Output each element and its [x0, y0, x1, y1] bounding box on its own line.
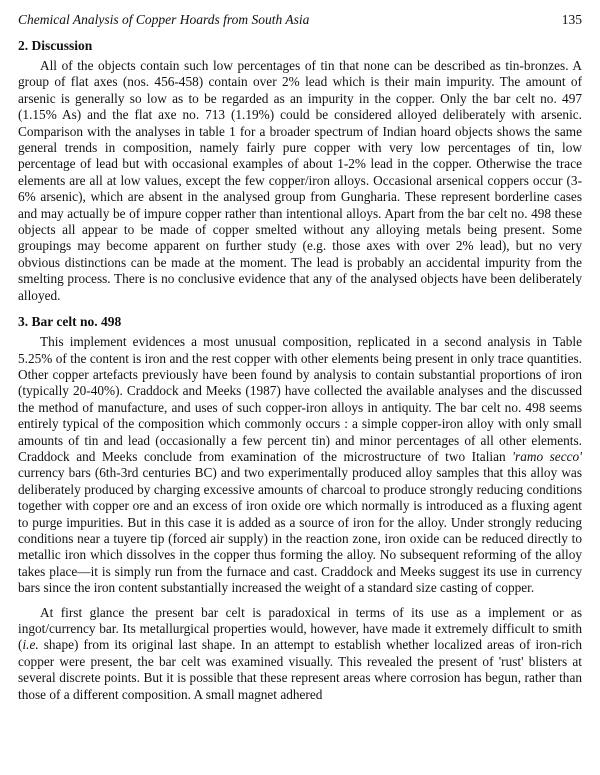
page-number: 135: [561, 12, 582, 27]
section-heading: 2. Discussion: [18, 38, 93, 53]
running-title: Chemical Analysis of Copper Hoards from South Asia: [18, 12, 310, 27]
italic-term: 'ramo secco': [512, 448, 582, 464]
paragraph-text: At first glance the present bar celt is paradoxical in terms of its use as a implement or as ingot/currency bar. Its metallurgical properties would, however, have made it extremely difficult to smith (: [18, 604, 582, 653]
section-heading: 3. Bar celt no. 498: [18, 314, 122, 330]
paragraph-text: This implement evidences a most unusual composition, replicated in a second analysis in Table 5.25% of the content is iron and the rest copper with other elements being present in only trace quantities. Other copper artefacts previously have been found by analysis to contain substantial proportions of iron (typically 20-40%). Craddock and Meeks (1987) have collected the available analyses and the discussed the method of manufacture, and uses of such copper-iron alloys in antiquity. The bar celt no. 498 seems entirely typical of the composition which commonly occurs : a simple copper-iron alloy with only small amounts of tin and lead (occasionally a few percent tin) and minor percentages of all other elements. Craddock and Meeks conclude from examination of the microstructure of two Italian: [18, 334, 582, 464]
section-discussion: [18, 38, 582, 304]
paragraph: All of the objects contain such low percentages of tin that none can be described as tin-bronzes. A group of flat axes (nos. 456-458) contain over 2% lead which is their main impurity. The amount of arsenic is generally so low as to be regarded as an impurity in the copper. Only the bar celt no. 497 (1.15% As) and the flat axe no. 713 (1.19%) could be considered alloyed deliberately with arsenic. Comparison with the analyses in table 1 for a broader spectrum of Indian hoard objects shows the same general trends in composition, namely fairly pure copper with very low percentages of tin, low percentage of lead but with occasional examples of about 1-2% lead in the copper. Otherwise the trace elements are all at low values, except the few copper/iron alloys. Occasional arsenical coppers occur (3-6% arsenic), which are absent in the analysed group from Gungharia. These represent borderline cases and may actually be of impure copper rather than intentional alloys. Apart from the bar celt no. 498 these objects all appear to be made of copper smelted without any alloying metals being present. Some groupings may become apparent on further study (e.g. those axes with over 2% lead), but no very obvious distinctions can be made at the moment. The lead is probably an accidental impurity from the smelting process. There is no conclusive evidence that any of the analysed objects have been deliberately alloyed.: [18, 58, 582, 303]
running-header: [18, 12, 582, 28]
paragraph-text: shape) from its original last shape. In an attempt to establish whether localized areas of iron-rich copper were present, the bar celt was examined visually. This revealed the present of 'rust' blisters at several discrete points. But it is possible that these represent areas where corrosion has begun, rather than those of a different composition. A small magnet adhered: [18, 637, 582, 702]
paragraph: [18, 334, 582, 597]
section-bar-celt: [18, 314, 582, 703]
italic-abbreviation: i.e.: [22, 637, 39, 653]
page: [18, 12, 582, 713]
paragraph-text: currency bars (6th-3rd centuries BC) and two experimentally produced alloy samples that this alloy was deliberately produced by charging excessive amounts of charcoal to produce strongly reducing conditions together with copper ore and an excess of iron oxide ore which normally is introduced as a fluxing agent to purge impurities. But in this case it is added as a source of iron for the alloy. Under strongly reducing conditions near a tuyere tip (forced air supply) in the reaction zone, iron oxide can be reduced directly to metallic iron which dissolves in the copper thus forming the alloy. No subsequent reforming of the alloy takes place—it is simply run from the furnace and cast. Craddock and Meeks suggest its use in currency bars since the iron content substantially increased the weight of a standard size casting of copper.: [18, 465, 582, 596]
paragraph: [18, 605, 582, 703]
